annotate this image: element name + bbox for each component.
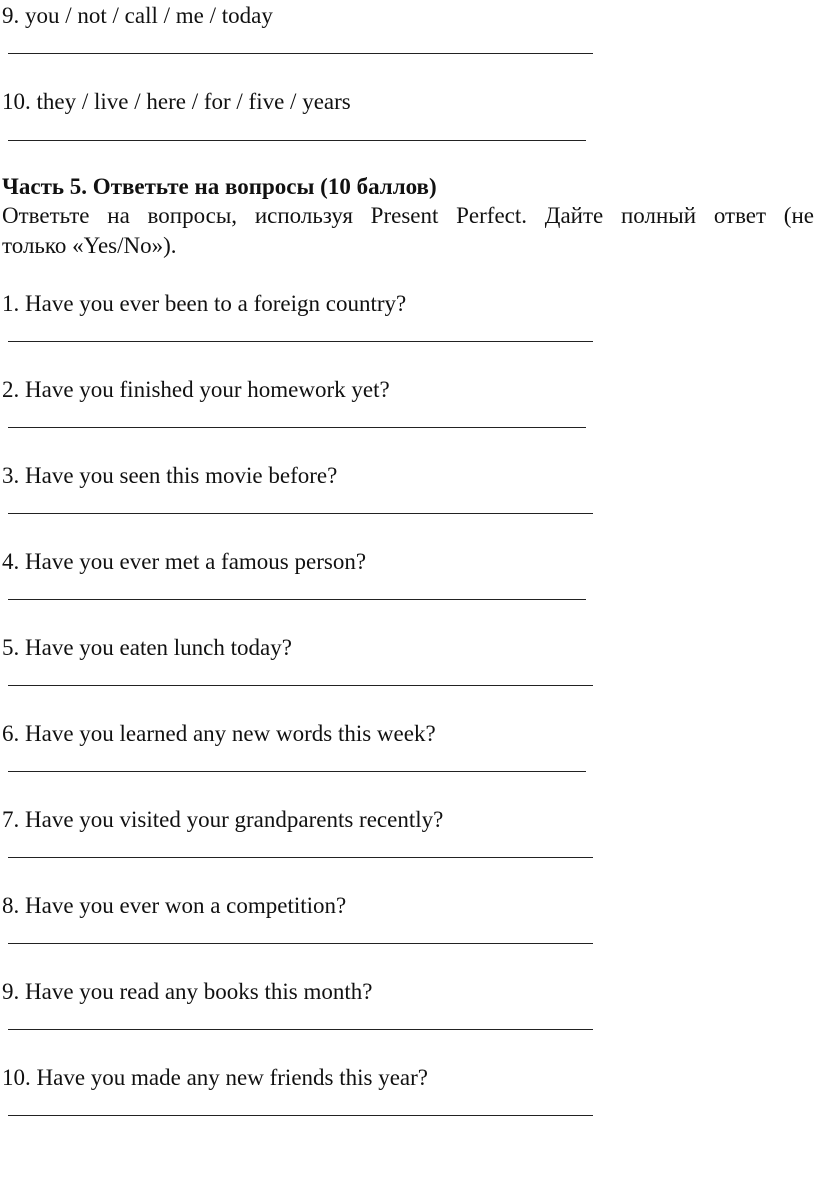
answer-line-sentence-9[interactable]: [8, 53, 593, 54]
answer-line-5[interactable]: [8, 685, 593, 686]
part-5-heading: Часть 5. Ответьте на вопросы (10 баллов): [2, 174, 437, 199]
answer-line-sentence-10[interactable]: [8, 140, 586, 141]
sentence-9-prompt: 9. you / not / call / me / today: [2, 3, 273, 28]
question-1: 1. Have you ever been to a foreign country?: [2, 291, 407, 316]
part-5-instruction: [2, 201, 814, 261]
sentence-10-prompt: 10. they / live / here / for / five / years: [2, 89, 351, 114]
answer-line-2[interactable]: [8, 427, 586, 428]
answer-line-3[interactable]: [8, 513, 593, 514]
answer-line-7[interactable]: [8, 857, 593, 858]
answer-line-4[interactable]: [8, 599, 586, 600]
question-2: 2. Have you finished your homework yet?: [2, 377, 390, 402]
question-8: 8. Have you ever won a competition?: [2, 893, 347, 918]
question-10: 10. Have you made any new friends this year?: [2, 1065, 428, 1090]
question-9: 9. Have you read any books this month?: [2, 979, 373, 1004]
answer-line-8[interactable]: [8, 943, 593, 944]
question-3: 3. Have you seen this movie before?: [2, 463, 338, 488]
question-4: 4. Have you ever met a famous person?: [2, 549, 367, 574]
answer-line-6[interactable]: [8, 771, 586, 772]
question-5: 5. Have you eaten lunch today?: [2, 635, 292, 660]
instruction-line-1: Ответьте на вопросы, используя Present Perfect. Дайте полный ответ (не: [2, 203, 814, 228]
answer-line-10[interactable]: [8, 1115, 593, 1116]
instruction-line-2: только «Yes/No»).: [2, 233, 177, 258]
question-7: 7. Have you visited your grandparents recently?: [2, 807, 444, 832]
question-6: 6. Have you learned any new words this week?: [2, 721, 436, 746]
answer-line-9[interactable]: [8, 1029, 593, 1030]
answer-line-1[interactable]: [8, 341, 593, 342]
